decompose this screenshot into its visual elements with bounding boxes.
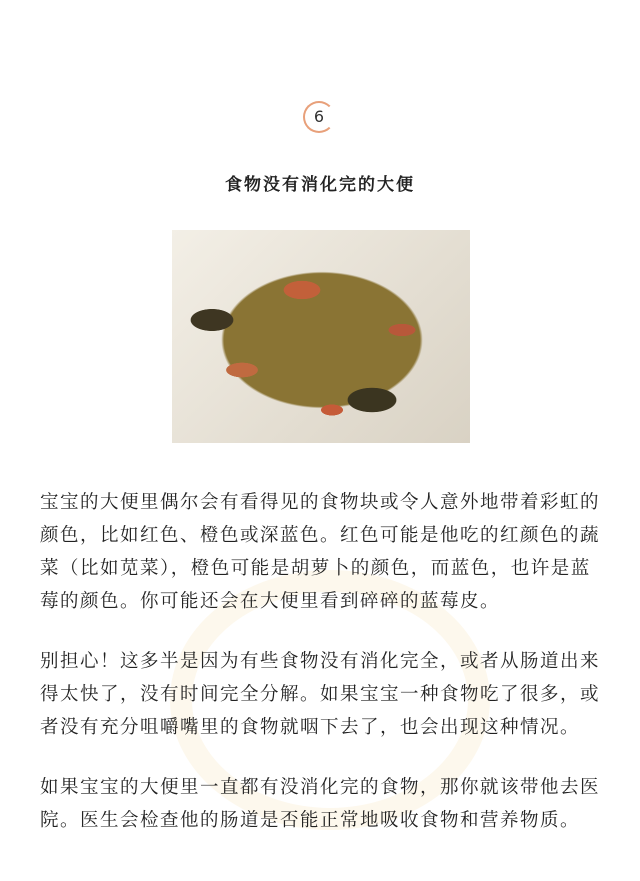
text-line: 宝宝的大便里偶尔会有看得见的食物块或令人意外地带着彩虹的 — [40, 492, 601, 513]
text-line: 如果宝宝的大便里一直都有没消化完的食物，那你就该带他去医 — [40, 777, 601, 798]
text-line: 者没有充分咀嚼嘴里的食物就咽下去了，也会出现这种情况。 — [40, 717, 581, 738]
text-line: 颜色，比如红色、橙色或深蓝色。红色可能是他吃的红颜色的蔬 — [40, 525, 601, 546]
text-line: 别担心！这多半是因为有些食物没有消化完全，或者从肠道出来 — [40, 651, 601, 672]
text-line: 莓的颜色。你可能还会在大便里看到碎碎的蓝莓皮。 — [40, 591, 501, 612]
section-title: 食物没有消化完的大便 — [225, 175, 415, 195]
paragraph-2 — [40, 645, 600, 744]
stool-photo — [172, 230, 470, 443]
paragraph-3 — [40, 771, 600, 837]
section-number-badge: 6 — [303, 101, 335, 133]
text-line: 得太快了，没有时间完全分解。如果宝宝一种食物吃了很多，或 — [40, 684, 601, 705]
text-line: 院。医生会检查他的肠道是否能正常地吸收食物和营养物质。 — [40, 810, 581, 831]
paragraph-1 — [40, 486, 600, 618]
text-line: 菜（比如苋菜），橙色可能是胡萝卜的颜色，而蓝色，也许是蓝 — [40, 558, 591, 579]
